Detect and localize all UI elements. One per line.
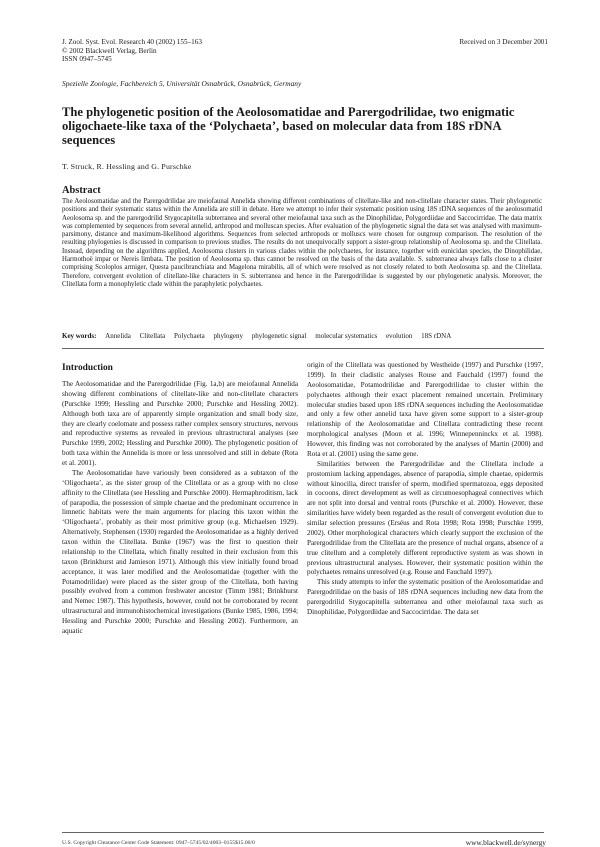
keyword: phylogenetic signal [251, 332, 307, 340]
issn-line: ISSN 0947–5745 [62, 55, 112, 64]
body-paragraph: The Aeolosomatidae have variously been considered as a subtaxon of the ‘Oligochaeta’, as the sister group of the Clitellata or as a group with no close affinity to the Clitellata (see Hessling and Purschke 2000). Hermaphroditism, lack of parapodia, the possession of simple chaetae and the predominant occurrence in limnetic habitats were the main arguments for placing this taxon within the ‘Oligochaeta’, probably as their most primitive group (e.g. Michaelsen 1929). Alternatively, Stephensen (1930) regarded the Aeolosomatidae as a highly derived taxon within the Clitellata. Bunke (1967) was the first to question their relationship to the Clitellata, which finally resulted in their exclusion from this taxon (Brinkhurst and Jamieson 1971). Although this view initially found broad acceptance, it was later modified and the Aeolosomatidae (together with the Potamodrilidae) were placed as the sister group of the Clitellata, both having possibly evolved from a common freshwater ancestor (Timm 1981; Brinkhurst and Nemec 1987). This hypothesis, however, could not be corroborated by recent ultrastructural and immunohistochemical investigations (Bunke 1985, 1986, 1994; Hessling and Purschke 2000; Purschke and Hessling 2002). Furthermore, an aquatic [62, 468, 298, 635]
body-paragraph: origin of the Clitellata was questioned by Westheide (1997) and Purschke (1997, 1999). In their cladistic analyses Rouse and Fauchald (1997) found the Aeolosomatidae, Potamodrilidae and Parergodrilidae to cluster within the polychaetes although their exact placement remained uncertain. Preliminary molecular studies based upon 18S rDNA sequences including the Aeolosomatidae and only a few other annelid taxa have given some support to a sister-group relationship of the Aeolosomatidae and Clitellata contradicting these recent morphological analyses (Moon et al. 1996; Winnepenninckx et al. 1998). However, this finding was not corroborated by the analyses of Martin (2000) and Rota et al. (2001) using the same gene. [307, 361, 543, 458]
keyword: evolution [385, 332, 413, 340]
section-divider [62, 348, 544, 349]
keyword: Annelida [105, 332, 131, 340]
affiliation: Spezielle Zoologie, Fachbereich 5, Universität Osnabrück, Osnabrück, Germany [62, 79, 302, 88]
paper-title: The phylogenetic position of the Aeolosomatidae and Parergodrilidae, two enigmatic oligochaete-like taxa of the ‘Polychaeta’, based on molecular data from 18S rDNA sequences [62, 105, 515, 147]
body-paragraph: The Aeolosomatidae and the Parergodrilidae (Fig. 1a,b) are meiofaunal Annelida showing different combinations of clitellate-like and non-clitellate characters (Purschke 1999; Hessling and Purschke 2000; Purschke and Hessling 2002). Although both taxa are of apparently simple organization and small body size, they are clearly coelomate and possess rather complex sensory structures, nervous and reproductive systems as revealed in previous ultrastructural analyses (see Purschke 1999, 2002; Hessling and Purschke 2000). The phylogenetic position of both taxa within the Annelida is more or less unresolved and still in debate (Rota et al. 2001). [62, 380, 298, 467]
introduction-heading: Introduction [62, 363, 113, 373]
keyword: Clitellata [139, 332, 166, 340]
keyword: molecular systematics [315, 332, 378, 340]
keywords-label: Key words: [62, 332, 97, 340]
received-date: Received on 3 December 2001 [459, 38, 548, 46]
footer-divider [62, 832, 544, 833]
author-list: T. Struck, R. Hessling and G. Purschke [62, 162, 192, 171]
body-paragraph: This study attempts to infer the systematic position of the Aeolosomatidae and Parergodrilidae on the basis of 18S rDNA sequences including new data from the parergodrilid Stygocapitella subterranea and other meiofaunal taxa such as Dinophilidae, Polygordiidae and Saccocirridae. The data set [307, 578, 543, 616]
keyword: phylogeny [213, 332, 244, 340]
keyword: 18S rDNA [421, 332, 452, 340]
keyword: Polychaeta [174, 332, 205, 340]
abstract-text: The Aeolosomatidae and the Parergodrilidae are meiofaunal Annelida showing different combinations of clitellate-like and non-clitellate character states. Their phylogenetic positions and their systematic status within the Annelida are still in debate. Here we attempt to infer their systematic position using 18S rDNA sequences of the aeolosomatid Aeolosoma sp. and the parergodrilid Stygocapitella subterranea and several other meiofaunal taxa such as the Dinophilidae, Polygordiidae and Saccocirridae. The data matrix was complemented by sequences from several annelid, arthropod and molluscan species. After evaluation of the phylogenetic signal the data set was analysed with maximum-parsimony, distance and maximum-likelihood algorithms. Sequences from selected arthropods or molluscs were chosen for outgroup comparison. The resolution of the resulting phylogenies is discussed in comparison to previous studies. The results do not unequivocally support a sister-group relationship of Aeolosoma sp. and the Clitellata. Instead, depending on the algorithms applied, Aeolosoma clusters in various clades within the polychaetes, for instance, together with eunicidan species, the Dinophilidae, Harmothoë impar or Nereis limbata. The position of Aeolosoma sp. thus cannot be resolved on the basis of the data available. S. subterranea always falls close to a cluster comprising Scoloplos armiger, Questa paucibranchiata and Magelona mirabilis, all of which were resolved as not closely related to both Aeolosoma sp. and the Clitellata. Therefore, convergent evolution of clitellate-like characters in S. subterranea and hence in the Parergodrilidae is suggested by our phylogenetic analysis. Moreover, the Clitellata form a monophyletic clade within the paraphyletic polychaetes. [62, 198, 542, 288]
keywords [62, 332, 542, 340]
copyright-line: © 2002 Blackwell Verlag, Berlin [62, 46, 157, 55]
publisher-url[interactable]: www.blackwell.de/synergy [465, 838, 546, 847]
body-column-left [62, 380, 298, 637]
journal-meta [62, 38, 322, 64]
copyright-code: U.S. Copyright Clearance Center Code Statement: 0947–5745/02/4003–0155$15.00/0 [62, 840, 255, 846]
body-column-right [307, 361, 543, 618]
body-paragraph: Similarities between the Parergodrilidae and the Clitellata include a prostomium lacking appendages, absence of parapodia, simple chaetae, epidermis without kinocilia, direct transfer of sperm, modified spermatozoa, eggs deposited in cocoons, direct development as well as circumoesophageal connectives which are not split into dorsal and ventral roots (Purschke et al. 2000). However, these similarities have widely been regarded as the result of convergent evolution due to similar selection pressures (Erséus and Rota 1998; Rota 1998; Purschke 1999, 2002). Other morphological characters which clearly support the exclusion of the Parergodrilidae from the Clitellata are the presence of nuchal organs, absence of a true clitellum and a completely different reproductive system as was shown in previous ultrastructural analyses. However, their systematic position within the polychaetes remains unresolved (e.g. Rouse and Fauchald 1997). [307, 459, 543, 577]
abstract-heading: Abstract [62, 185, 101, 196]
journal-citation: J. Zool. Syst. Evol. Research 40 (2002) 155–163 [62, 38, 202, 46]
